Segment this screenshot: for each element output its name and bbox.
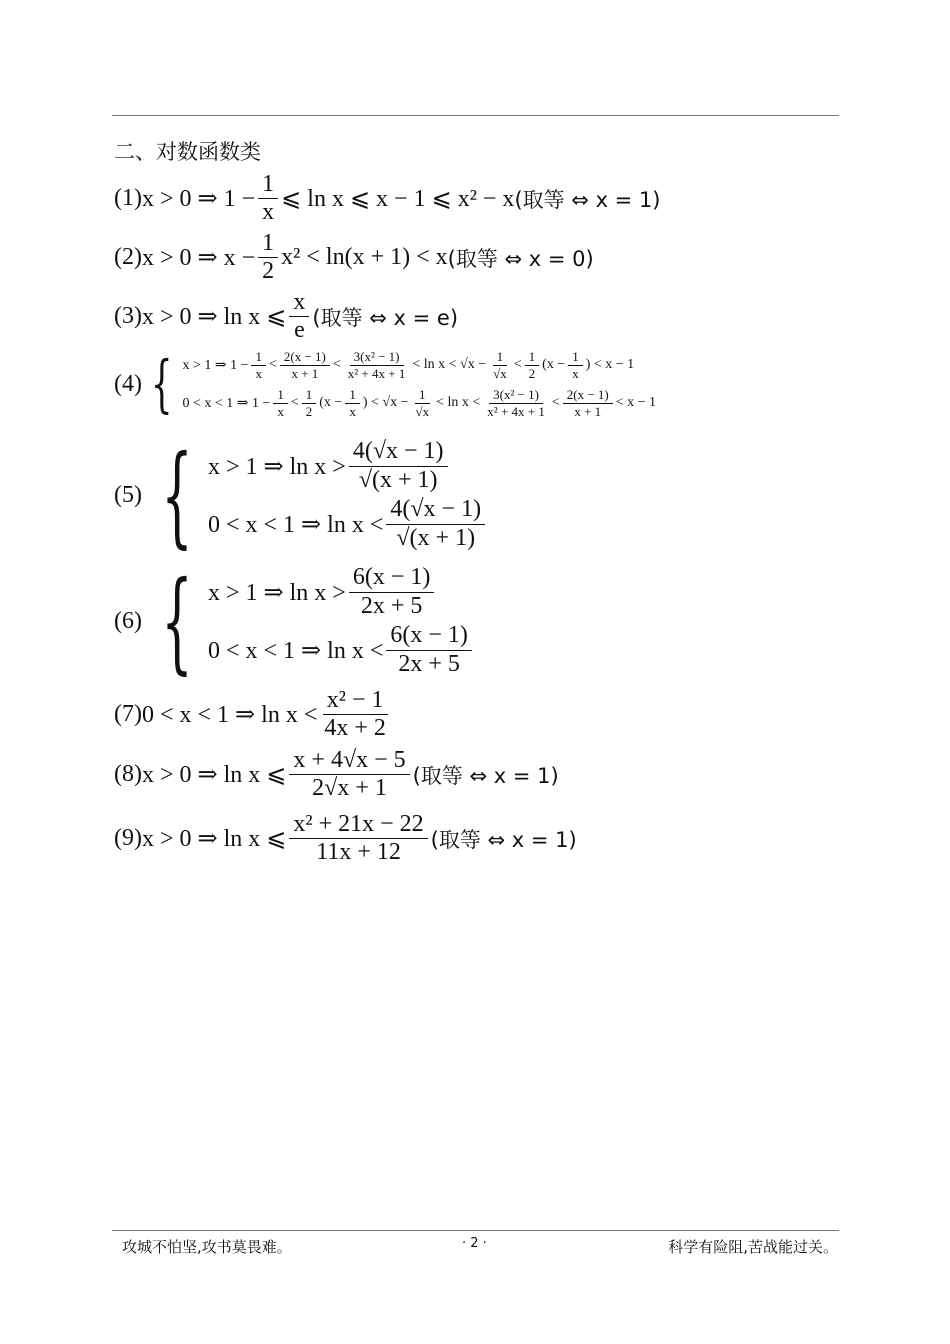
- fraction: [345, 388, 360, 418]
- fraction: [483, 388, 549, 418]
- header-rule: [112, 115, 839, 116]
- numerator: 1: [258, 231, 278, 258]
- cases-block: [142, 346, 656, 422]
- numerator: 3(x² − 1): [350, 350, 404, 366]
- denominator: x: [262, 199, 275, 226]
- formula-text: <: [513, 357, 522, 372]
- numerator: 1: [345, 388, 360, 404]
- fraction: [525, 350, 540, 380]
- cases-block: [142, 431, 488, 559]
- formula-label: (4): [114, 370, 142, 397]
- denominator: x² + 4x + 1: [487, 403, 545, 419]
- denominator: 2√x + 1: [312, 775, 387, 802]
- numerator: x² − 1: [323, 688, 388, 715]
- fraction: [349, 439, 448, 492]
- denominator: √(x + 1): [358, 466, 438, 493]
- numerator: 1: [273, 388, 288, 404]
- numerator: 1: [258, 172, 278, 199]
- left-brace: {: [161, 557, 193, 685]
- footer-left-motto: 攻城不怕坚,攻书莫畏难。: [122, 1238, 292, 1256]
- equality-condition: (取等 ⇔ x = 1): [412, 763, 559, 788]
- numerator: 4(√x − 1): [386, 497, 485, 524]
- fraction: [563, 388, 613, 418]
- formula-2: [114, 231, 594, 284]
- fraction: [289, 812, 427, 865]
- formula-5: [114, 431, 488, 559]
- denominator: e: [294, 317, 305, 344]
- denominator: 2: [262, 258, 275, 285]
- fraction: [489, 350, 511, 380]
- fraction: [411, 388, 433, 418]
- case-lines: [182, 346, 656, 422]
- case-line-1: [182, 346, 656, 384]
- formula-text: x > 0 ⇒ x −: [141, 245, 256, 272]
- denominator: 2x + 5: [398, 650, 460, 677]
- denominator: x: [255, 365, 262, 381]
- case-line-2: [208, 495, 488, 553]
- numerator: 1: [251, 350, 266, 366]
- formula-text: <: [290, 395, 299, 410]
- formula-label: (7): [114, 701, 142, 728]
- formula-6: [114, 557, 475, 685]
- footer-right-motto: 科学有险阻,苦战能过关。: [668, 1238, 838, 1256]
- fraction: [280, 350, 330, 380]
- formula-label: (3): [114, 303, 142, 330]
- page-number: · 2 ·: [462, 1236, 487, 1251]
- formula-1: [114, 172, 661, 225]
- fraction: [302, 388, 317, 418]
- formula-7: [114, 688, 393, 741]
- fraction: [273, 388, 288, 418]
- fraction: [386, 497, 485, 550]
- numerator: 1: [493, 350, 508, 366]
- denominator: x² + 4x + 1: [347, 365, 406, 381]
- numerator: 1: [302, 388, 317, 404]
- equality-condition: (取等 ⇔ x = e): [312, 305, 459, 330]
- formula-label: (6): [114, 607, 142, 634]
- denominator: 2: [305, 403, 313, 419]
- fraction: [386, 623, 472, 676]
- numerator: x² + 21x − 22: [289, 812, 427, 839]
- formula-text: <: [551, 395, 560, 410]
- fraction: [258, 172, 278, 225]
- numerator: x + 4√x − 5: [289, 748, 409, 775]
- formula-label: (2): [114, 244, 142, 271]
- formula-text: x > 0 ⇒ ln x ⩽: [141, 762, 287, 789]
- numerator: 2(x − 1): [563, 388, 613, 404]
- formula-label: (1): [114, 185, 142, 212]
- formula-text: ⩽ ln x ⩽ x − 1 ⩽ x² − x: [281, 186, 515, 213]
- formula-3: [114, 290, 458, 343]
- footer-rule: [112, 1230, 839, 1231]
- formula-text: <: [332, 357, 341, 372]
- equality-condition: (取等 ⇔ x = 1): [514, 187, 661, 212]
- numerator: 6(x − 1): [386, 623, 472, 650]
- formula-text: x > 0 ⇒ ln x ⩽: [141, 304, 287, 331]
- formula-label: (8): [114, 761, 142, 788]
- formula-text: 0 < x < 1 ⇒ ln x <: [141, 702, 318, 729]
- fraction: [344, 350, 410, 380]
- section-title: 二、对数函数类: [114, 140, 261, 164]
- case-lines: [208, 563, 475, 679]
- fraction: [258, 231, 278, 284]
- case-line-1: [208, 437, 488, 495]
- denominator: 2x + 5: [360, 592, 423, 619]
- case-line-2: [208, 621, 475, 679]
- formula-text: x > 0 ⇒ 1 −: [141, 186, 256, 213]
- formula-text: ) < x − 1: [585, 357, 635, 372]
- denominator: 4x + 2: [324, 715, 386, 742]
- numerator: x: [289, 290, 309, 317]
- formula-text: ) < √x −: [362, 395, 409, 410]
- denominator: 11x + 12: [316, 839, 401, 866]
- case-lines: [208, 437, 488, 553]
- fraction: [320, 688, 390, 741]
- case-line-2: [182, 384, 656, 422]
- formula-8: [114, 748, 559, 801]
- denominator: x + 1: [291, 365, 319, 381]
- denominator: x + 1: [574, 403, 602, 419]
- formula-text: x > 0 ⇒ ln x ⩽: [141, 826, 287, 853]
- formula-text: (x −: [542, 357, 566, 372]
- numerator: 6(x − 1): [349, 565, 435, 592]
- formula-text: 0 < x < 1 ⇒ 1 −: [182, 395, 271, 411]
- denominator: x: [572, 365, 579, 381]
- numerator: 1: [525, 350, 540, 366]
- formula-text: < x − 1: [615, 395, 657, 410]
- formula-4: [114, 346, 656, 422]
- numerator: 1: [415, 388, 430, 404]
- formula-text: 0 < x < 1 ⇒ ln x <: [207, 637, 384, 664]
- formula-text: x > 1 ⇒ ln x >: [207, 579, 346, 606]
- fraction: [568, 350, 583, 380]
- formula-text: x > 1 ⇒ ln x >: [207, 453, 346, 480]
- formula-label: (5): [114, 481, 142, 508]
- formula-text: < ln x <: [436, 395, 481, 410]
- left-brace: {: [150, 347, 173, 420]
- denominator: √x: [493, 365, 507, 381]
- formula-text: 0 < x < 1 ⇒ ln x <: [207, 511, 384, 538]
- formula-text: (x −: [319, 395, 343, 410]
- numerator: 3(x² − 1): [489, 388, 543, 404]
- formula-text: x² < ln(x + 1) < x: [281, 244, 448, 271]
- fraction: [251, 350, 266, 380]
- numerator: 4(√x − 1): [349, 439, 448, 466]
- formula-text: <: [268, 357, 277, 372]
- left-brace: {: [161, 431, 193, 559]
- formula-label: (9): [114, 825, 142, 852]
- cases-block: [142, 557, 475, 685]
- fraction: [349, 565, 435, 618]
- denominator: √(x + 1): [396, 524, 476, 551]
- denominator: √x: [415, 403, 430, 419]
- denominator: x: [277, 403, 284, 419]
- formula-text: x > 1 ⇒ 1 −: [182, 357, 249, 373]
- formula-text: < ln x < √x −: [412, 357, 487, 372]
- fraction: [289, 748, 409, 801]
- fraction: [289, 290, 309, 343]
- denominator: 2: [528, 365, 536, 381]
- case-line-1: [208, 563, 475, 621]
- numerator: 1: [568, 350, 583, 366]
- equality-condition: (取等 ⇔ x = 0): [447, 246, 594, 271]
- denominator: x: [349, 403, 356, 419]
- formula-9: [114, 812, 577, 865]
- equality-condition: (取等 ⇔ x = 1): [430, 827, 577, 852]
- numerator: 2(x − 1): [280, 350, 330, 366]
